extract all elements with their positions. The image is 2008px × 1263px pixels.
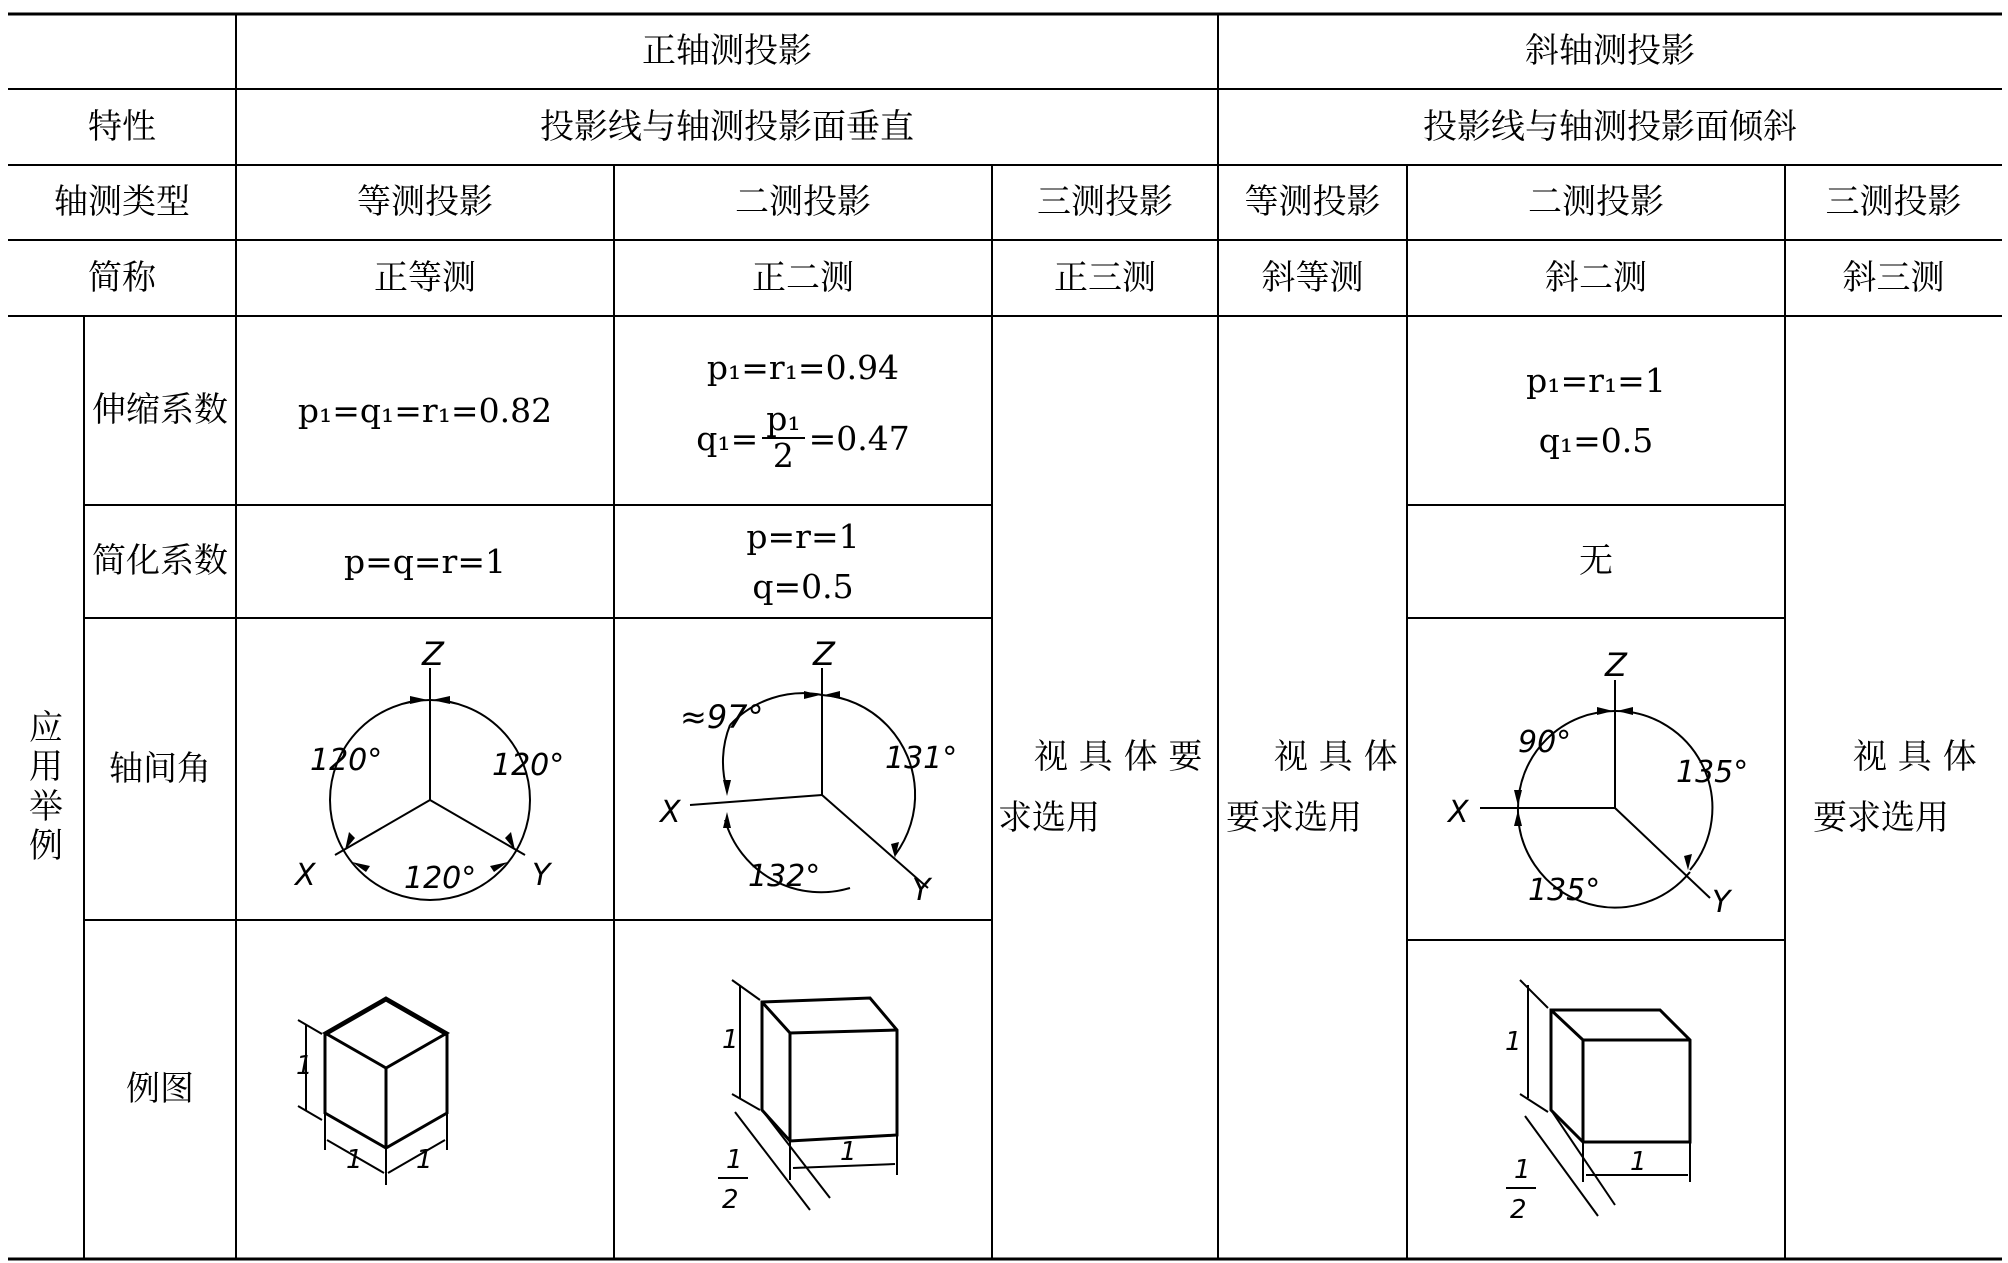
app-char-1: 应 xyxy=(29,708,63,749)
ortho-characteristic: 投影线与轴测投影面垂直 xyxy=(540,106,914,147)
dim-x-label: X xyxy=(660,795,681,830)
iso-cube-dim-v: 1 xyxy=(296,1051,313,1081)
dim-z-label: Z xyxy=(813,635,835,673)
type-ortho-tri: 三测投影 xyxy=(1037,182,1173,223)
app-char-4: 例 xyxy=(29,825,63,866)
type-oblique-tri: 三测投影 xyxy=(1825,182,1962,223)
custom-oblique-tri-line2: 要求选用 xyxy=(1813,797,1949,838)
angle-label: 轴间角 xyxy=(109,748,211,789)
iso-cube-dim-l: 1 xyxy=(346,1145,363,1175)
obl-x-label: X xyxy=(1448,795,1469,830)
scale-di-num: p₁ xyxy=(762,402,804,439)
dim-cube xyxy=(718,980,897,1215)
scale-obl-line2: q₁=0.5 xyxy=(1538,420,1654,460)
custom-oblique-iso-line1: 视 具 体 xyxy=(1274,737,1398,777)
custom-oblique-iso-line2: 要求选用 xyxy=(1226,797,1362,838)
simplified-di-line1: p=r=1 xyxy=(746,517,860,557)
app-char-2: 用 xyxy=(29,747,63,788)
dim-angle-xz: ≈97° xyxy=(680,698,764,736)
obl-cube xyxy=(1505,980,1690,1225)
dim-y-label: Y xyxy=(912,873,931,908)
oblique-characteristic: 投影线与轴测投影面倾斜 xyxy=(1423,106,1797,147)
custom-ortho-tri-line1: 视 具 体 要 xyxy=(1034,737,1203,777)
short-ortho-tri: 正三测 xyxy=(1054,257,1156,298)
custom-oblique-tri-line1: 视 具 体 xyxy=(1853,737,1977,777)
scale-di-suffix: =0.47 xyxy=(808,418,910,458)
simplified-ortho-iso: p=q=r=1 xyxy=(344,541,506,581)
dim-angle-xy: 132° xyxy=(748,859,821,894)
obl-cube-frac-den: 2 xyxy=(1510,1195,1527,1225)
dim-cube-frac-den: 2 xyxy=(722,1185,739,1215)
iso-axis-diagram xyxy=(293,635,564,900)
dim-angle-zy: 131° xyxy=(885,741,958,776)
obl-cube-dim-h: 1 xyxy=(1630,1147,1647,1177)
scale-di-line1: p₁=r₁=0.94 xyxy=(706,348,900,388)
obl-angle-xy: 135° xyxy=(1528,873,1601,908)
iso-z-label: Z xyxy=(422,635,444,673)
iso-cube-dim-r: 1 xyxy=(416,1145,433,1175)
iso-angle-bottom: 120° xyxy=(404,861,477,896)
dim-axis-diagram xyxy=(658,635,957,908)
type-oblique-di: 二测投影 xyxy=(1528,182,1664,223)
simplified-di-line2: q=0.5 xyxy=(752,566,854,606)
ortho-title: 正轴测投影 xyxy=(642,31,812,72)
obl-y-label: Y xyxy=(1712,885,1731,920)
iso-x-label: X xyxy=(295,858,316,893)
obl-z-label: Z xyxy=(1605,646,1627,684)
iso-cube xyxy=(296,998,447,1185)
scale-di-prefix: q₁= xyxy=(696,418,759,458)
short-oblique-di: 斜二测 xyxy=(1545,257,1647,298)
type-ortho-di: 二测投影 xyxy=(735,182,871,223)
scale-label: 伸缩系数 xyxy=(92,390,228,431)
example-label: 例图 xyxy=(126,1069,194,1110)
axon-type-label: 轴测类型 xyxy=(54,182,190,223)
obl-cube-dim-v: 1 xyxy=(1505,1027,1522,1057)
dim-cube-dim-v: 1 xyxy=(722,1025,739,1055)
simplified-oblique-di: 无 xyxy=(1579,541,1613,582)
type-oblique-iso: 等测投影 xyxy=(1244,182,1381,223)
iso-angle-left: 120° xyxy=(310,743,383,778)
scale-di-den: 2 xyxy=(772,436,794,476)
scale-ortho-iso: p₁=q₁=r₁=0.82 xyxy=(297,390,553,430)
app-char-3: 举 xyxy=(29,786,63,827)
obl-axis-diagram xyxy=(1446,646,1748,920)
short-name-label: 简称 xyxy=(88,257,156,298)
scale-obl-line1: p₁=r₁=1 xyxy=(1526,361,1666,401)
short-oblique-iso: 斜等测 xyxy=(1261,257,1364,298)
custom-ortho-tri-line2: 求选用 xyxy=(998,797,1100,838)
short-ortho-di: 正二测 xyxy=(752,257,854,298)
short-ortho-iso: 正等测 xyxy=(374,257,476,298)
dim-cube-frac-num: 1 xyxy=(726,1145,743,1175)
iso-y-label: Y xyxy=(532,858,551,893)
oblique-title: 斜轴测投影 xyxy=(1525,31,1695,72)
simplified-label: 简化系数 xyxy=(92,541,228,582)
short-oblique-tri: 斜三测 xyxy=(1842,257,1945,298)
obl-angle-zy: 135° xyxy=(1676,755,1749,790)
dim-cube-dim-h: 1 xyxy=(840,1137,857,1167)
iso-angle-right: 120° xyxy=(492,748,565,783)
obl-cube-frac-num: 1 xyxy=(1514,1155,1531,1185)
type-ortho-iso: 等测投影 xyxy=(357,182,493,223)
obl-angle-xz: 90° xyxy=(1518,725,1572,760)
characteristic-label: 特性 xyxy=(88,106,156,147)
